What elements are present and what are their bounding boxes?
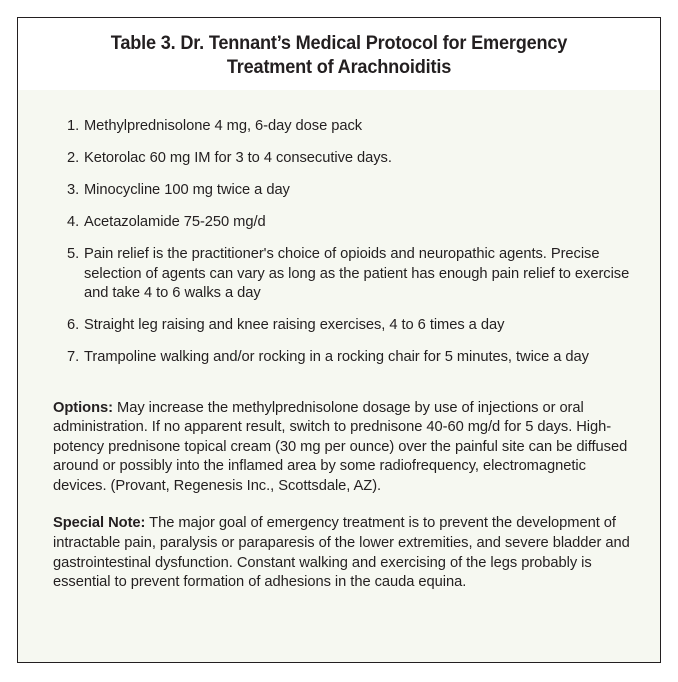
list-item-text: Ketorolac 60 mg IM for 3 to 4 consecutive days. xyxy=(84,150,392,166)
list-item-number: 7. xyxy=(67,349,80,365)
protocol-table-box xyxy=(17,17,661,663)
list-item xyxy=(67,213,640,233)
options-note xyxy=(53,399,638,497)
list-item xyxy=(67,181,640,201)
notes-block xyxy=(18,399,660,593)
list-item xyxy=(67,245,640,304)
options-text: May increase the methylprednisolone dosage by use of injections or oral administration. If no apparent result, switch to prednisone 40-60 mg/d for 5 days. High-potency prednisone topical cream (30 mg per ounce) over the painful site can be diffused around or possibly into the inflamed area by some radiofrequency, electromagnetic devices. (Provant, Regenesis Inc., Scottsdale, AZ). xyxy=(53,399,628,494)
list-item-text: Methylprednisolone 4 mg, 6-day dose pack xyxy=(84,118,363,134)
list-item-number: 5. xyxy=(67,246,80,262)
special-note-text: The major goal of emergency treatment is to prevent the development of intractable pain, paralysis or paraparesis of the lower extremities, and severe bladder and gastrointestinal dysfunction. Constant walking and exercising of the legs probably is essential to prevent formation of adhesions in the cauda equina. xyxy=(53,515,630,591)
list-item-number: 2. xyxy=(67,150,80,166)
special-note xyxy=(53,514,638,592)
list-item-text: Pain relief is the practitioner's choice of opioids and neuropathic agents. Precise selection of agents can vary as long as the patient has enough pain relief to exercise and take 4 to 6 walks a day xyxy=(84,246,630,301)
list-item xyxy=(67,149,640,169)
list-item-number: 3. xyxy=(67,182,80,198)
list-item-text: Acetazolamide 75-250 mg/d xyxy=(84,214,266,230)
list-item-number: 1. xyxy=(67,118,80,134)
list-item-text: Minocycline 100 mg twice a day xyxy=(84,182,290,198)
list-item xyxy=(67,117,640,137)
list-item-text: Trampoline walking and/or rocking in a rocking chair for 5 minutes, twice a day xyxy=(84,349,589,365)
list-item xyxy=(67,316,640,336)
special-note-label: Special Note: xyxy=(53,515,146,532)
list-item-number: 6. xyxy=(67,317,80,333)
list-item xyxy=(67,348,640,368)
list-item-number: 4. xyxy=(67,214,80,230)
table-header xyxy=(18,18,660,90)
protocol-list xyxy=(18,90,660,368)
options-label: Options: xyxy=(53,399,113,416)
table-body xyxy=(18,90,660,593)
list-item-text: Straight leg raising and knee raising exercises, 4 to 6 times a day xyxy=(84,317,505,333)
table-title: Table 3. Dr. Tennant’s Medical Protocol for Emergency Treatment of Arachnoiditis xyxy=(110,32,568,78)
